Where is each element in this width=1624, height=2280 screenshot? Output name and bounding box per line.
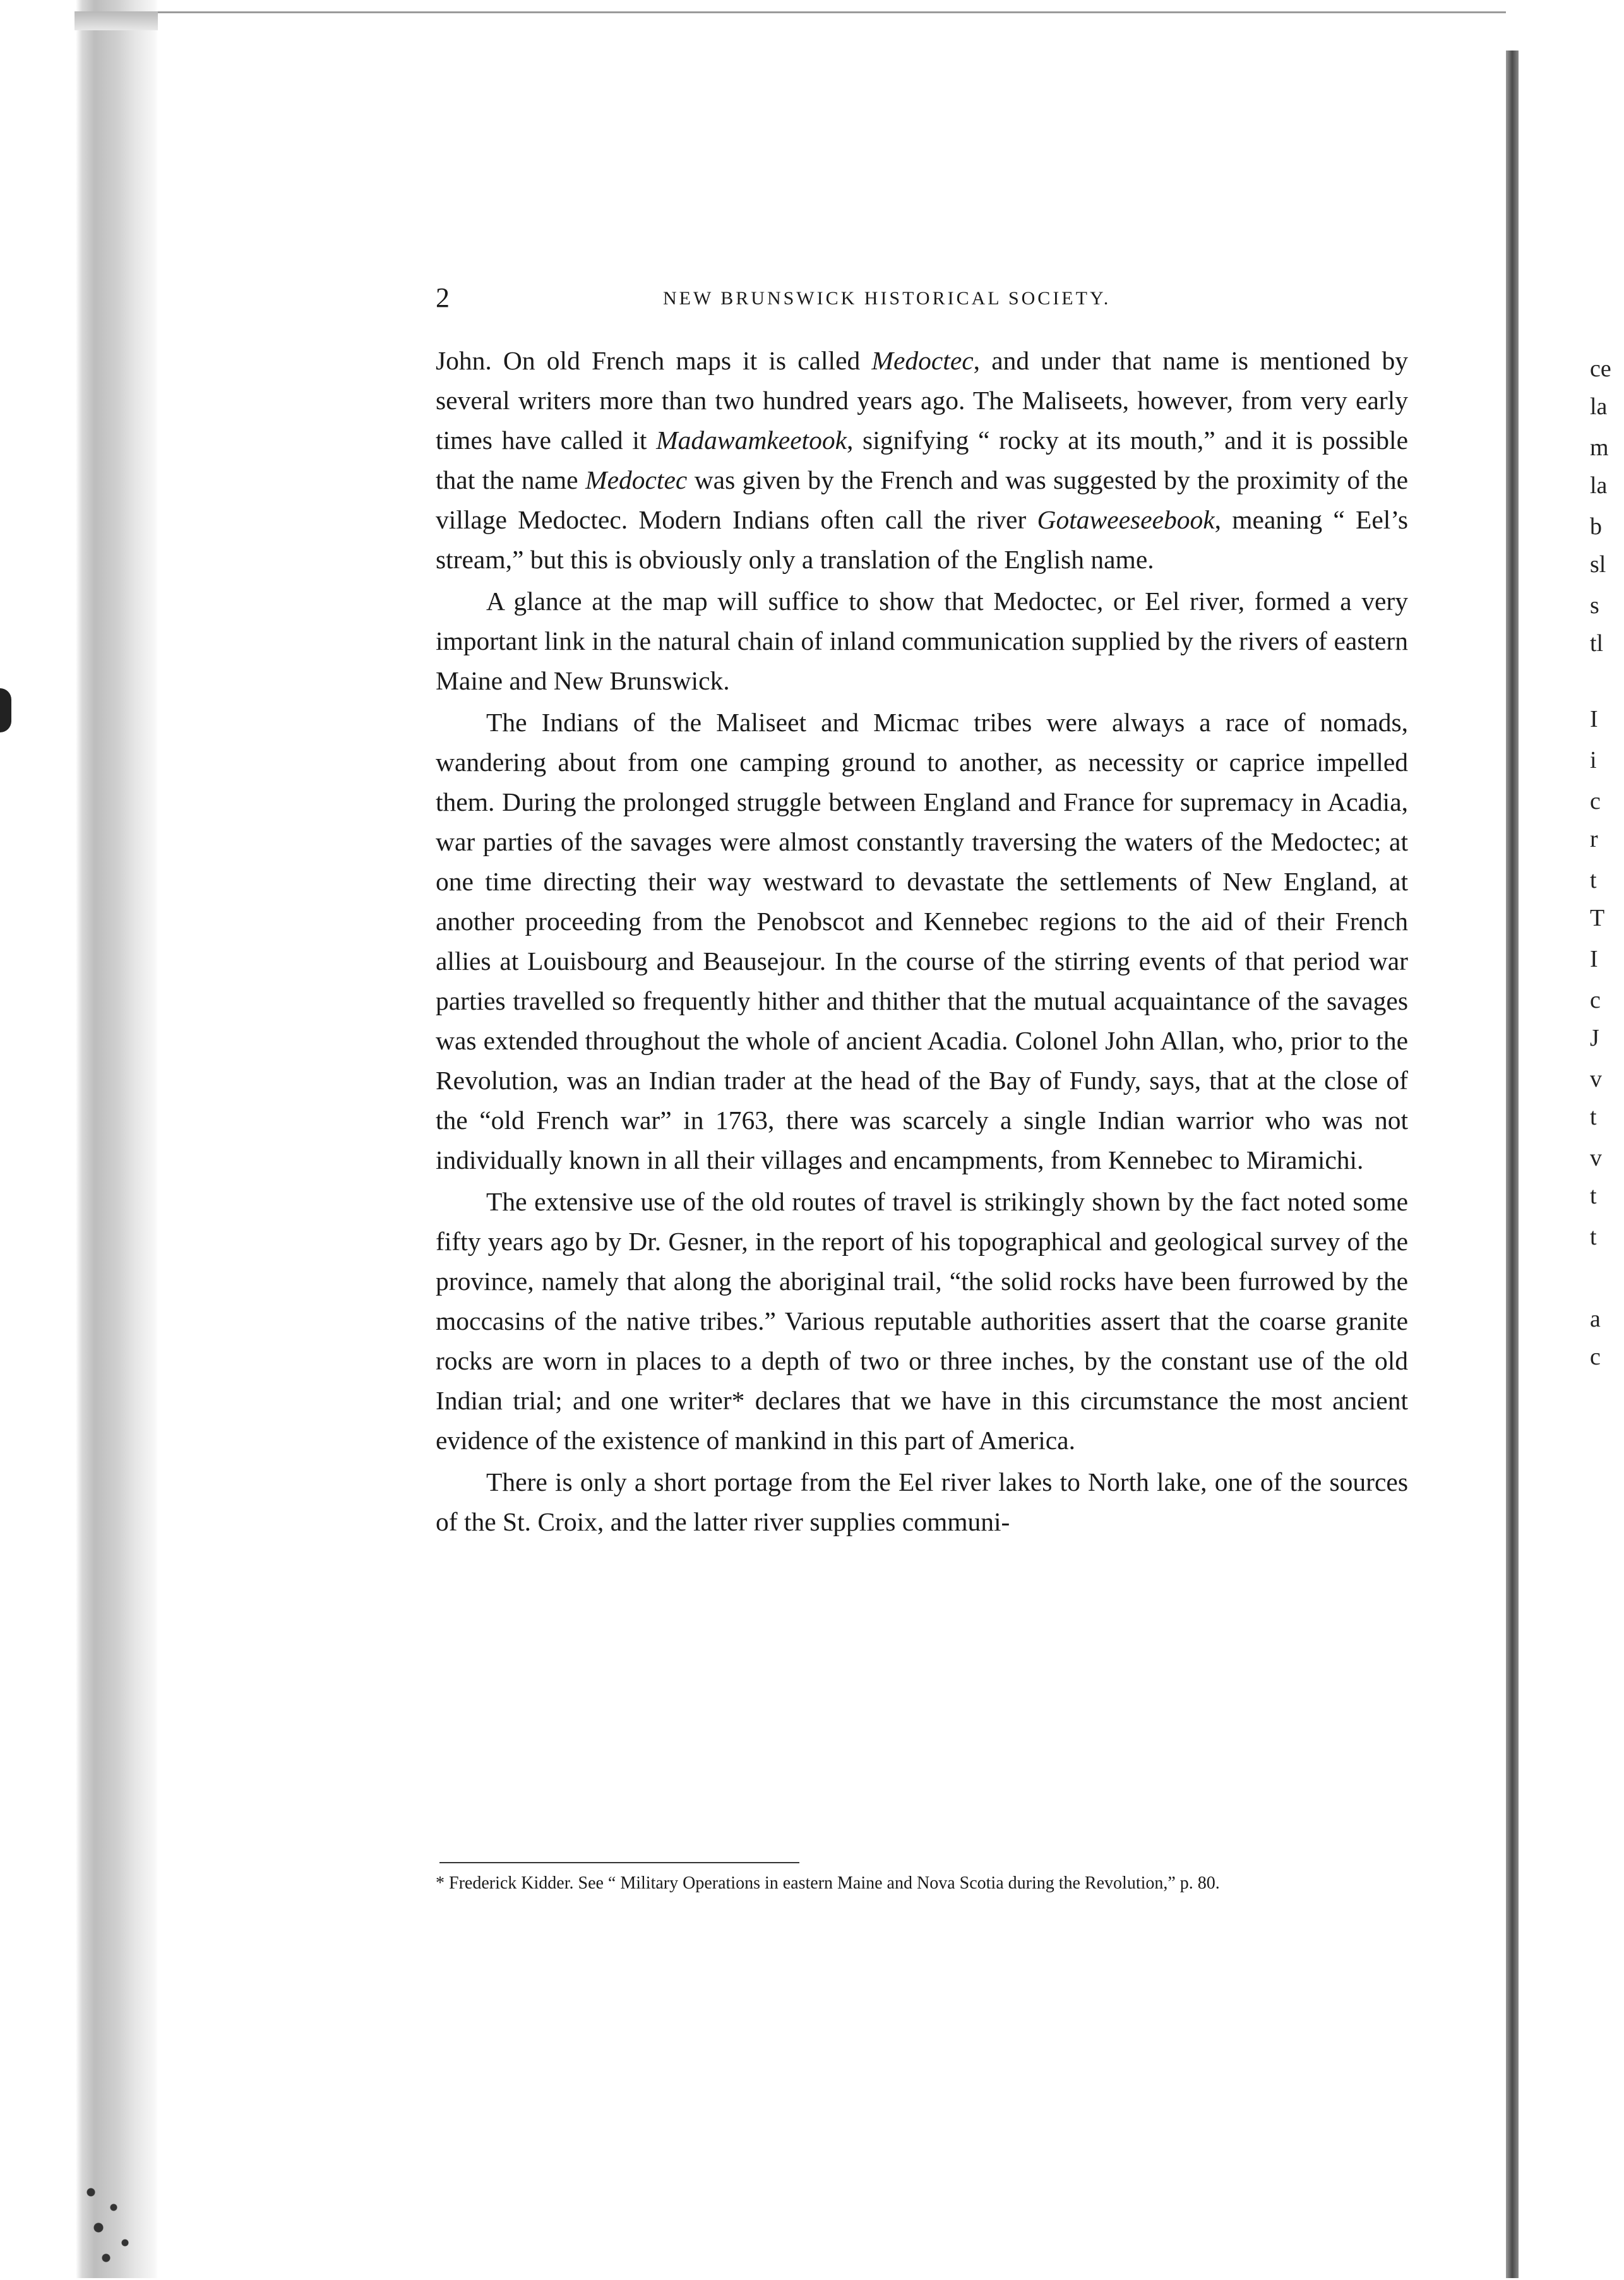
facing-page-letter: sl [1590, 551, 1606, 578]
italic-term: Medoctec [871, 346, 974, 375]
facing-page-letter: a [1590, 1306, 1601, 1332]
facing-page-letter: v [1590, 1145, 1602, 1171]
facing-page-letter: la [1590, 472, 1608, 499]
facing-page-letter: J [1590, 1025, 1599, 1051]
facing-page-letter: i [1590, 747, 1597, 773]
text-run: , and under that name is mentioned by several writers more than two hundred years ago. The Maliseets, however, from very early times have called it [436, 346, 1408, 455]
paragraph-4: The extensive use of the old routes of travel is strikingly shown by the fact noted some fifty years ago by Dr. Gesner, in the report of his topographical and geological survey of the province, namely that along the aboriginal trail, “the solid rocks have been furrowed by the moccasins of the native tribes.” Various reputable authorities assert that the coarse granite rocks are worn in places to a depth of two or three inches, by the constant use of the old Indian trial; and one writer* declares that we have in this circumstance the most ancient evidence of the existence of mankind in this part of America. [436, 1187, 1408, 1455]
page-number: 2 [436, 282, 450, 313]
facing-page-letter: t [1590, 867, 1597, 893]
page-header [436, 282, 1414, 314]
scan-edge-notch [0, 688, 11, 732]
scanner-left-border [0, 0, 158, 2278]
paragraph-3: The Indians of the Maliseet and Micmac tribes were always a race of nomads, wandering about from one camping ground to another, as necessity or caprice impelled them. During the prolonged struggle between England and France for supremacy in Acadia, war parties of the savages were almost constantly traversing the waters of the Medoctec; at one time directing their way westward to devastate the settlements of New England, at another proceeding from the Penobscot and Kennebec regions to the aid of their French allies at Louisbourg and Beausejour. In the course of the stirring events of that period war parties travelled so frequently hither and thither that the mutual acquaintance of the savages was extended throughout the whole of ancient Acadia. Colonel John Allan, who, prior to the Revolution, was an Indian trader at the head of the Bay of Fundy, says, that at the close of the “old French war” in 1763, there was scarcely a single Indian warrior who was not individually known in all their villages and encampments, from Kennebec to Miramichi. [436, 708, 1408, 1174]
facing-page-letter: tl [1590, 630, 1604, 657]
facing-page-letter: t [1590, 1224, 1597, 1250]
facing-page-letter: ce [1590, 355, 1611, 382]
facing-page-letter: T [1590, 905, 1605, 931]
running-head: NEW BRUNSWICK HISTORICAL SOCIETY. [663, 288, 1111, 309]
body-text [436, 341, 1408, 1544]
facing-page-letter: c [1590, 987, 1601, 1013]
facing-page-letter: I [1590, 706, 1598, 732]
paragraph-1 [436, 341, 1408, 580]
facing-page-edge [1519, 51, 1624, 2278]
scan-edge-specks [76, 2172, 152, 2273]
italic-term: Madawamkeetook [656, 426, 847, 455]
facing-page-letter: b [1590, 513, 1602, 540]
footnote: * Frederick Kidder. See “ Military Operations in eastern Maine and Nova Scotia during the Revolution,” p. 80. [436, 1873, 1220, 1893]
paragraph-5: There is only a short portage from the Eel river lakes to North lake, one of the sources of the St. Croix, and the latter river supplies communi- [436, 1467, 1408, 1536]
facing-page-letter: s [1590, 592, 1599, 619]
paragraph-2: A glance at the map will suffice to show that Medoctec, or Eel river, formed a very important link in the natural chain of inland communication supplied by the rivers of eastern Maine and New Brunswick. [436, 587, 1408, 695]
facing-page-letter: r [1590, 826, 1598, 852]
facing-page-letter: I [1590, 946, 1598, 972]
scanner-top-shadow [75, 11, 163, 30]
text-run: John. On old French maps it is called [436, 346, 872, 375]
book-gutter [1506, 51, 1519, 2278]
facing-page-letter: t [1590, 1183, 1597, 1209]
facing-page-letter: m [1590, 434, 1609, 461]
text-run: , meaning “ Eel’s stream,” but this is obviously only a translation of the English name. [436, 505, 1408, 574]
facing-page-letter: la [1590, 393, 1608, 420]
footnote-rule [439, 1862, 799, 1863]
facing-page-letter: v [1590, 1066, 1602, 1092]
italic-term: Gotaweeseebook [1037, 505, 1215, 534]
italic-term: Medoctec [585, 465, 688, 494]
facing-page-letter: t [1590, 1104, 1597, 1130]
facing-page-letter: c [1590, 1344, 1601, 1370]
facing-page-letter: c [1590, 788, 1601, 815]
text-run: , signifying “ rocky at its mouth,” and it is possible that the name [436, 426, 1408, 494]
text-run: was given by the French and was suggested by the proximity of the village Medoctec. Modern Indians often call the river [436, 465, 1408, 534]
